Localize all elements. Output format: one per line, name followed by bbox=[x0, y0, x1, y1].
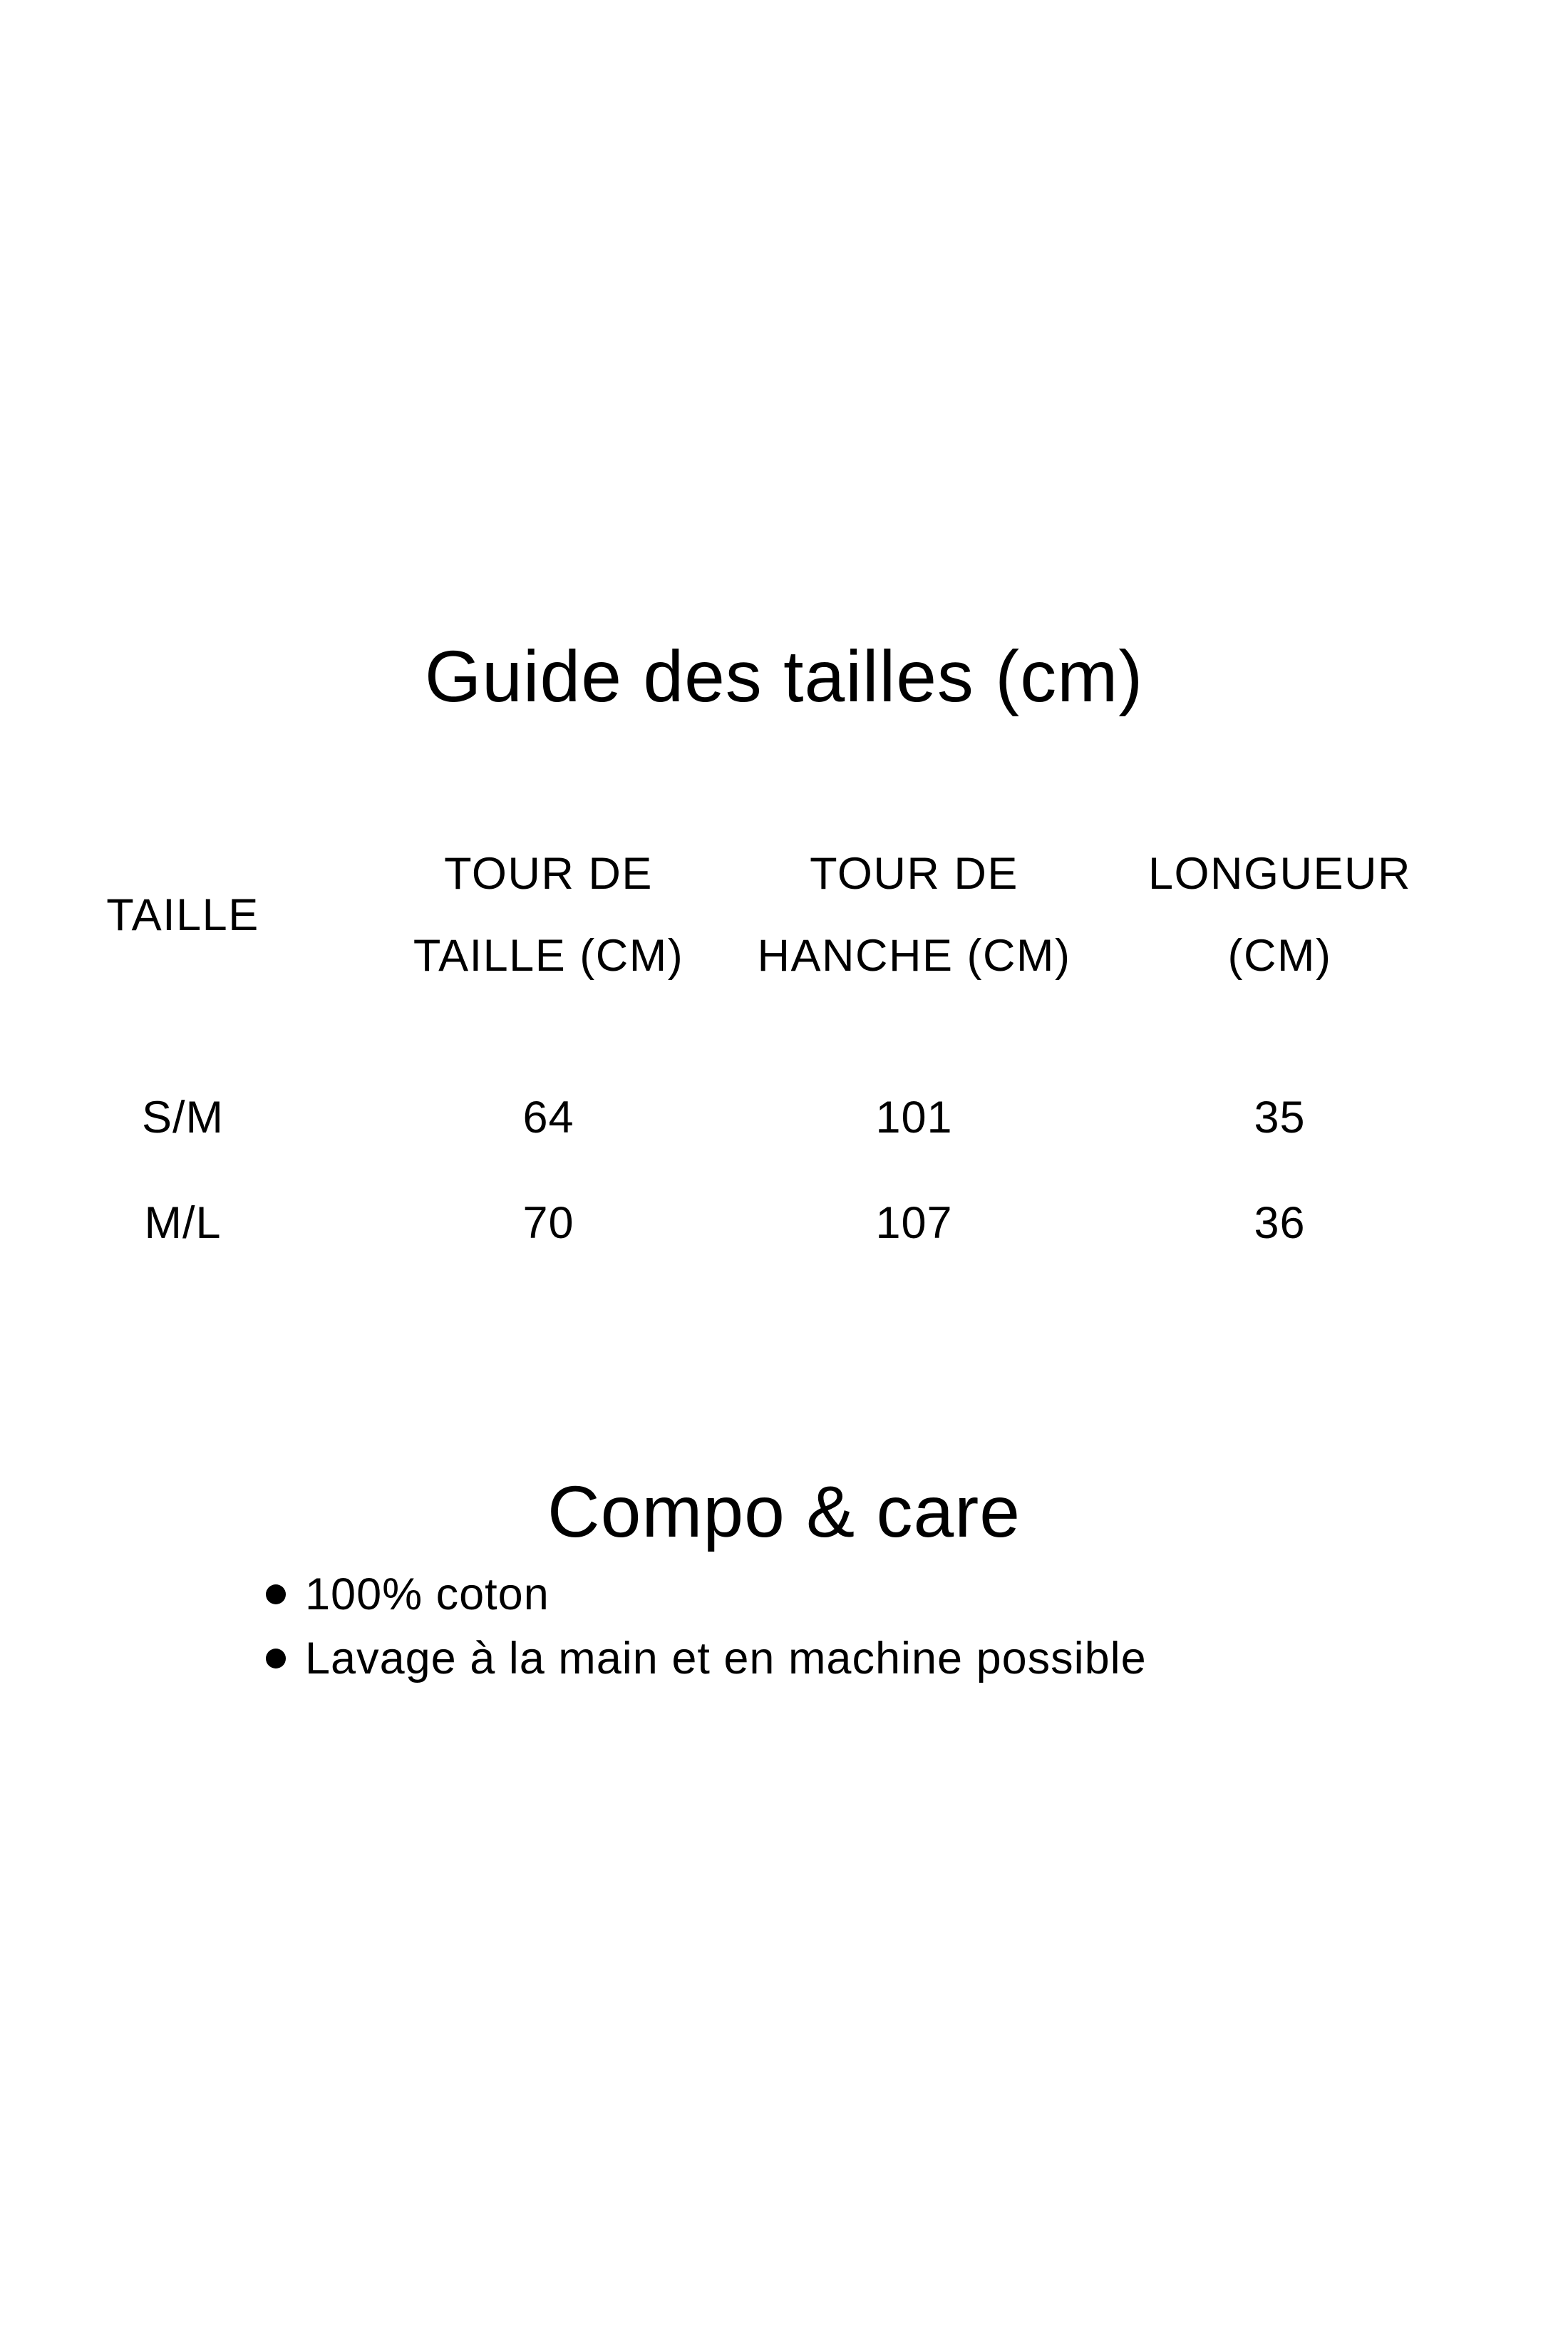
cell-size: M/L bbox=[144, 1198, 222, 1248]
size-guide-title: Guide des tailles (cm) bbox=[424, 636, 1144, 718]
cell-longueur: 35 bbox=[1254, 1093, 1306, 1143]
size-table-header-row bbox=[0, 833, 1463, 997]
cell-longueur: 36 bbox=[1254, 1198, 1306, 1248]
table-row-ml bbox=[0, 1198, 1463, 1248]
care-list-item: 100% coton bbox=[266, 1562, 1147, 1626]
care-list-item: Lavage à la main et en machine possible bbox=[266, 1626, 1147, 1691]
column-header-tour-de-hanche bbox=[731, 833, 1097, 997]
column-header-line: TAILLE (CM) bbox=[413, 931, 684, 981]
column-header-line: TOUR DE bbox=[810, 849, 1018, 899]
column-header-line: LONGUEUR bbox=[1147, 849, 1412, 899]
cell-tour-de-hanche: 107 bbox=[875, 1198, 953, 1248]
column-header-line: (CM) bbox=[1227, 931, 1332, 981]
cell-size: S/M bbox=[141, 1093, 224, 1143]
column-header-longueur bbox=[1097, 833, 1463, 997]
column-header-line: TAILLE bbox=[106, 889, 259, 940]
cell-tour-de-hanche: 101 bbox=[875, 1093, 953, 1143]
size-table bbox=[0, 833, 1463, 1275]
column-header-line: HANCHE (CM) bbox=[757, 931, 1071, 981]
compo-care-title: Compo & care bbox=[547, 1470, 1021, 1552]
column-header-taille bbox=[0, 833, 366, 997]
column-header-line: TOUR DE bbox=[444, 849, 653, 899]
column-header-tour-de-taille bbox=[366, 833, 731, 997]
compo-care-list bbox=[266, 1562, 1147, 1691]
table-row-sm bbox=[0, 1093, 1463, 1143]
cell-tour-de-taille: 70 bbox=[522, 1198, 574, 1248]
cell-tour-de-taille: 64 bbox=[522, 1093, 574, 1143]
